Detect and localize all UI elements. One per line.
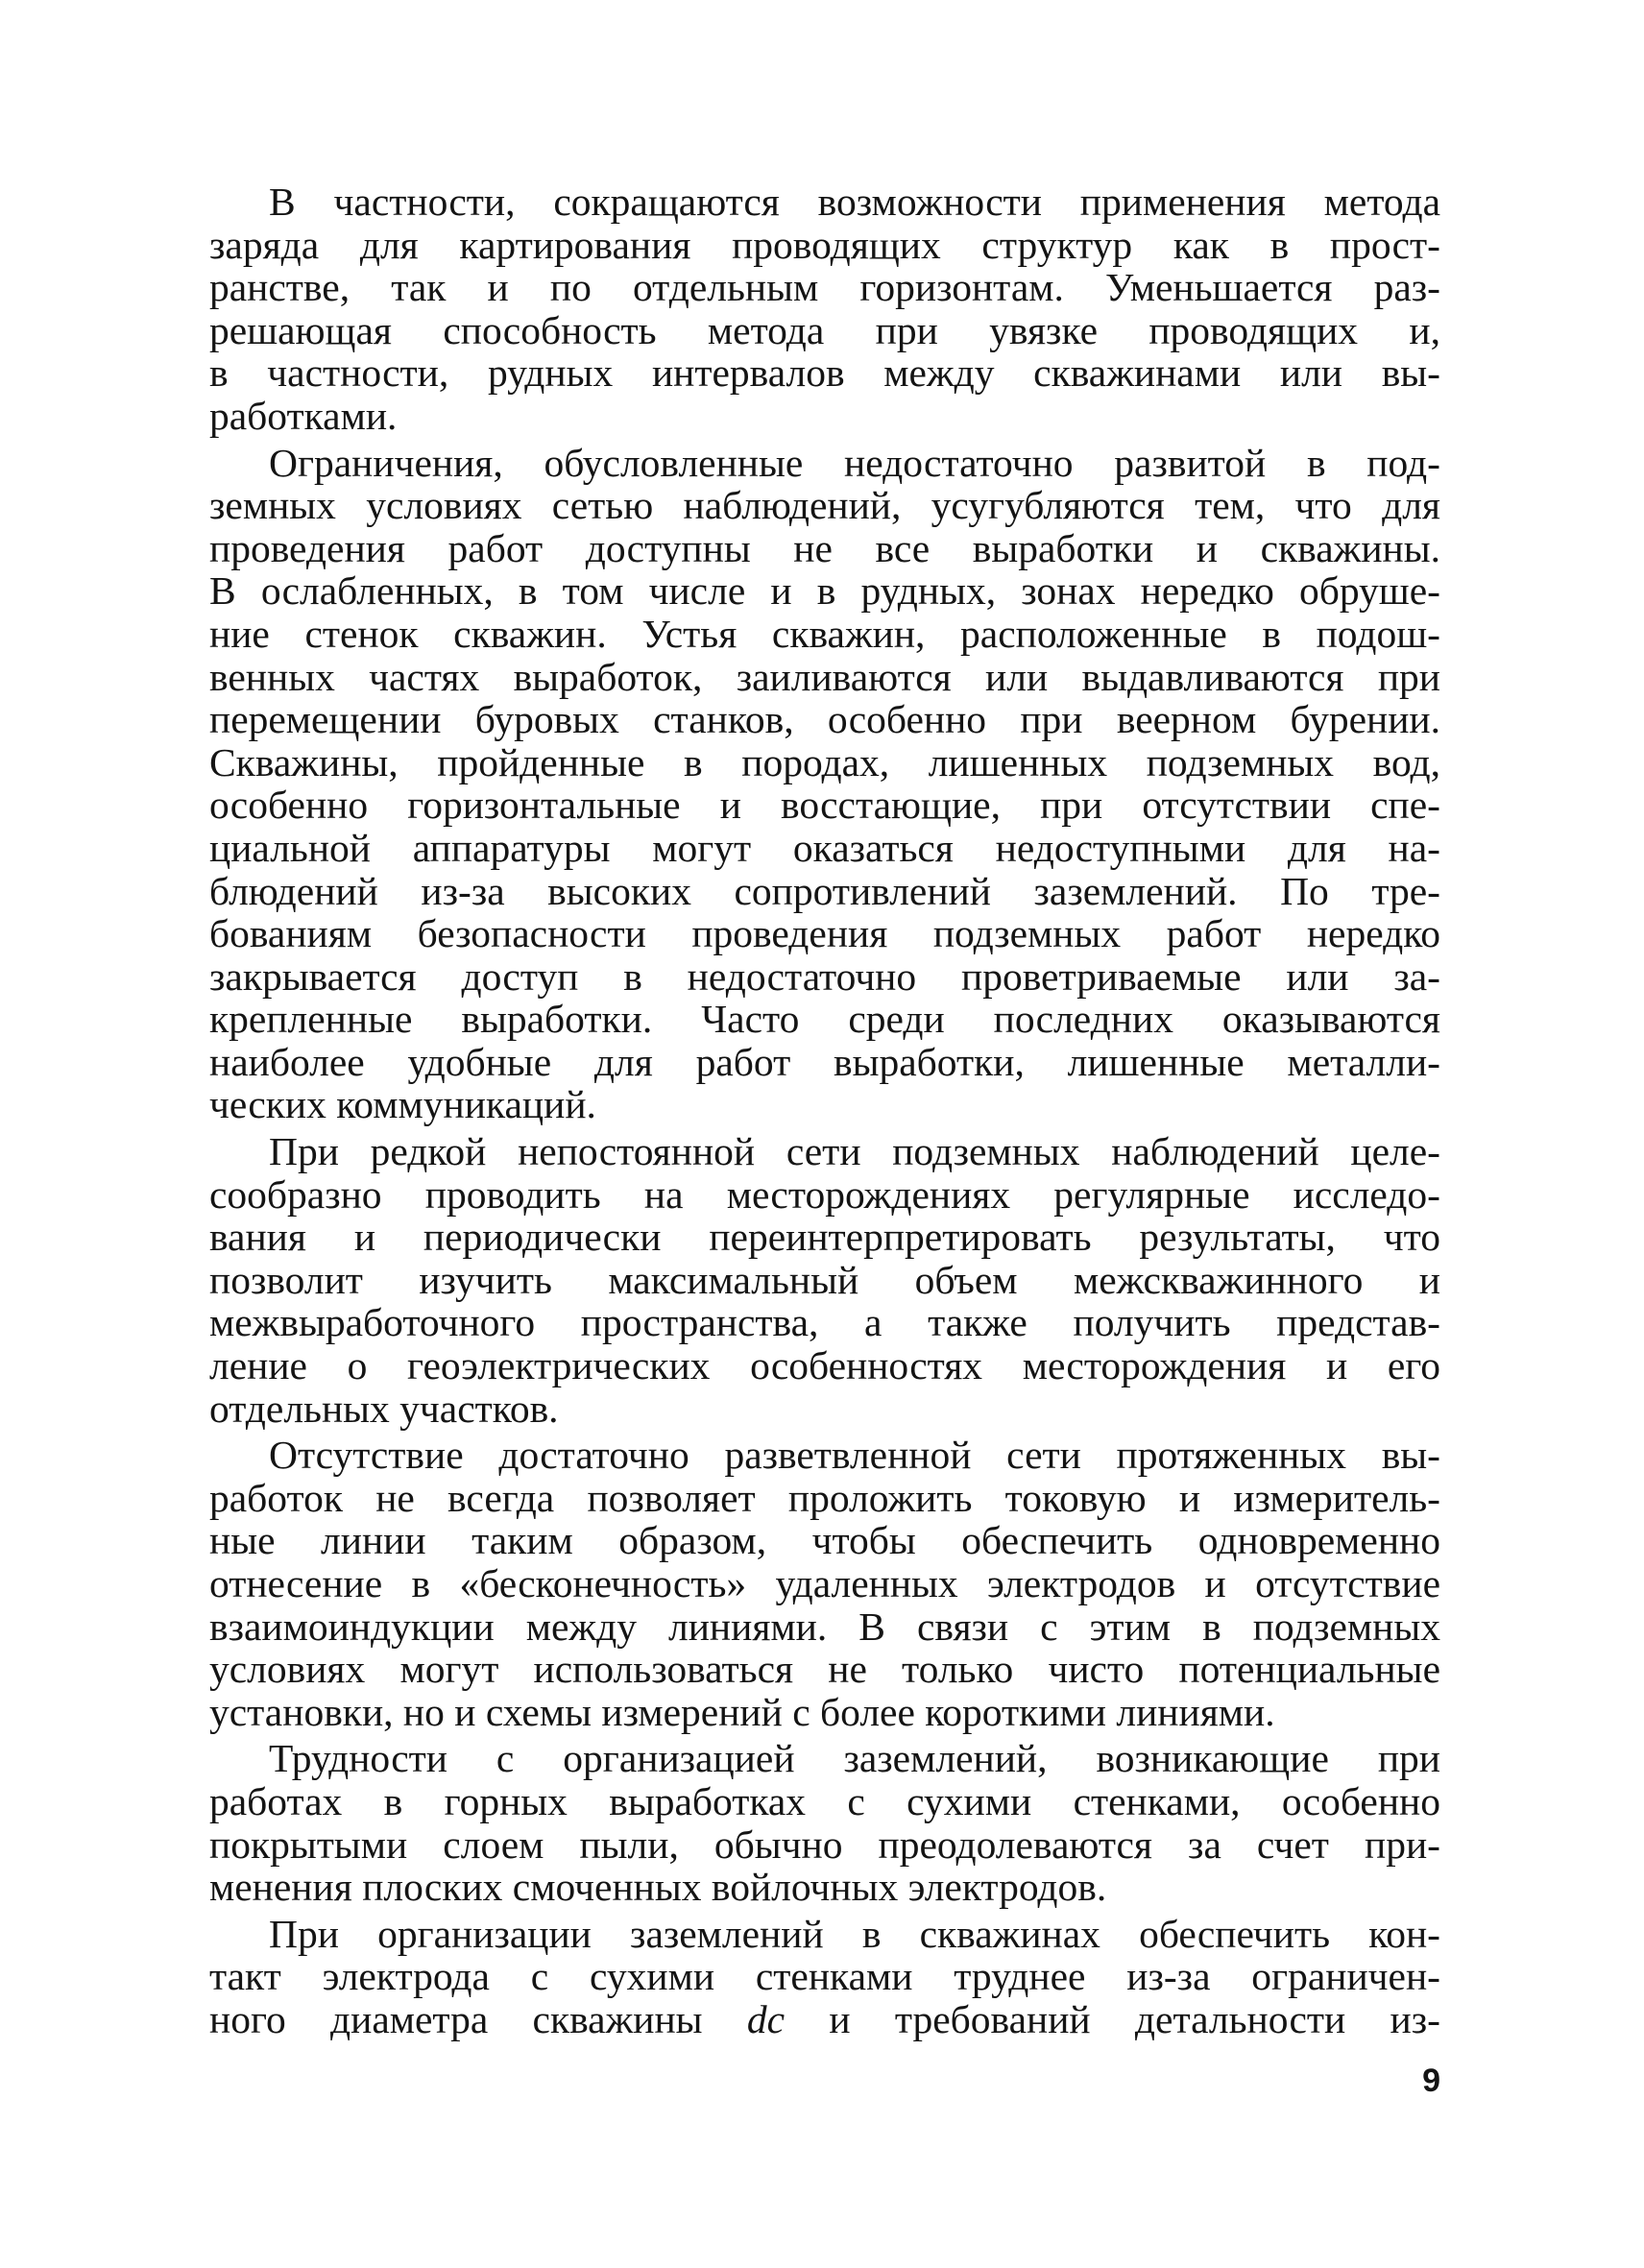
text-line: межвыработочного пространства, а также получить представ- <box>209 1300 1440 1345</box>
text-line: работок не всегда позволяет проложить токовую и измеритель- <box>209 1475 1440 1520</box>
text-line: Скважины, пройденные в породах, лишенных подземных вод, <box>209 739 1440 784</box>
text-line: При организации заземлений в скважинах обеспечить кон- <box>269 1911 1440 1956</box>
body-text <box>209 181 1440 2041</box>
text-line: закрывается доступ в недостаточно проветриваемые или за- <box>209 953 1440 999</box>
borehole-diameter-symbol: dc <box>746 1996 786 2041</box>
text-line: такт электрода с сухими стенками труднее из-за ограничен- <box>209 1954 1440 1999</box>
text-line: взаимоиндукции между линиями. В связи с этим в подземных <box>209 1604 1440 1649</box>
text-line: ческих коммуникаций. <box>209 1082 596 1127</box>
text-line: работками. <box>209 393 398 438</box>
text-fragment: ного диаметра скважины <box>209 1996 747 2041</box>
text-line: условиях могут использоваться не только чисто потенциальные <box>209 1647 1440 1692</box>
text-line: В частности, сокращаются возможности применения метода <box>269 180 1440 224</box>
text-line: При редкой непостоянной сети подземных наблюдений целе- <box>269 1129 1440 1174</box>
text-line: Ограничения, обусловленные недостаточно развитой в под- <box>269 440 1440 485</box>
text-line: земных условиях сетью наблюдений, усугубляются тем, что для <box>209 483 1440 528</box>
text-line: наиболее удобные для работ выработки, лишенные металли- <box>209 1039 1440 1084</box>
text-line: венных частях выработок, заиливаются или выдавливаются при <box>209 654 1440 699</box>
text-line: вания и периодически переинтерпретировать результаты, что <box>209 1215 1440 1260</box>
text-line: отдельных участков. <box>209 1386 559 1431</box>
text-line: перемещении буровых станков, особенно при веерном бурении. <box>209 697 1440 742</box>
text-line: В ослабленных, в том числе и в рудных, зонах нередко обруше- <box>209 568 1440 614</box>
text-line: проведения работ доступны не все выработки и скважины. <box>209 525 1440 570</box>
text-line: работах в горных выработках с сухими стенками, особенно <box>209 1778 1440 1823</box>
text-line: позволит изучить максимальный объем межскважинного и <box>209 1257 1440 1302</box>
paragraph-5 <box>209 1737 1440 1908</box>
text-line: покрытыми слоем пыли, обычно преодолеваются за счет при- <box>209 1822 1440 1867</box>
text-line: ранстве, так и по отдельным горизонтам. Уменьшается раз- <box>209 265 1440 310</box>
text-line: крепленные выработки. Часто среди последних оказываются <box>209 997 1440 1042</box>
text-line: отнесение в «бесконечность» удаленных электродов и отсутствие <box>209 1561 1440 1605</box>
paragraph-6 <box>209 1913 1440 2041</box>
text-line: в частности, рудных интервалов между скважинами или вы- <box>209 350 1440 396</box>
text-line: решающая способность метода при увязке проводящих и, <box>209 307 1440 352</box>
text-line: сообразно проводить на месторождениях регулярные исследо- <box>209 1171 1440 1217</box>
text-line: блюдений из-за высоких сопротивлений заземлений. По тре- <box>209 868 1440 913</box>
text-fragment: и требований детальности из- <box>785 1996 1440 2041</box>
text-line: ные линии таким образом, чтобы обеспечить одновременно <box>209 1518 1440 1563</box>
text-line: менения плоских смоченных войлочных электродов. <box>209 1865 1107 1910</box>
paragraph-4 <box>209 1434 1440 1733</box>
text-line: циальной аппаратуры могут оказаться недоступными для на- <box>209 825 1440 870</box>
text-line <box>209 1998 1440 2041</box>
paragraph-2 <box>209 442 1440 1127</box>
text-line: ление о геоэлектрических особенностях месторождения и его <box>209 1343 1440 1388</box>
paragraph-1 <box>209 181 1440 438</box>
paragraph-3 <box>209 1130 1440 1430</box>
text-line: Трудности с организацией заземлений, возникающие при <box>269 1736 1440 1781</box>
page-number: 9 <box>1422 2063 1440 2099</box>
text-line: заряда для картирования проводящих структур как в прост- <box>209 222 1440 267</box>
text-line: ние стенок скважин. Устья скважин, расположенные в подош- <box>209 611 1440 656</box>
text-line: установки, но и схемы измерений с более короткими линиями. <box>209 1689 1275 1734</box>
text-line: бованиям безопасности проведения подземных работ нередко <box>209 911 1440 956</box>
text-line: особенно горизонтальные и восстающие, при отсутствии спе- <box>209 783 1440 828</box>
text-line: Отсутствие достаточно разветвленной сети протяженных вы- <box>269 1433 1440 1478</box>
